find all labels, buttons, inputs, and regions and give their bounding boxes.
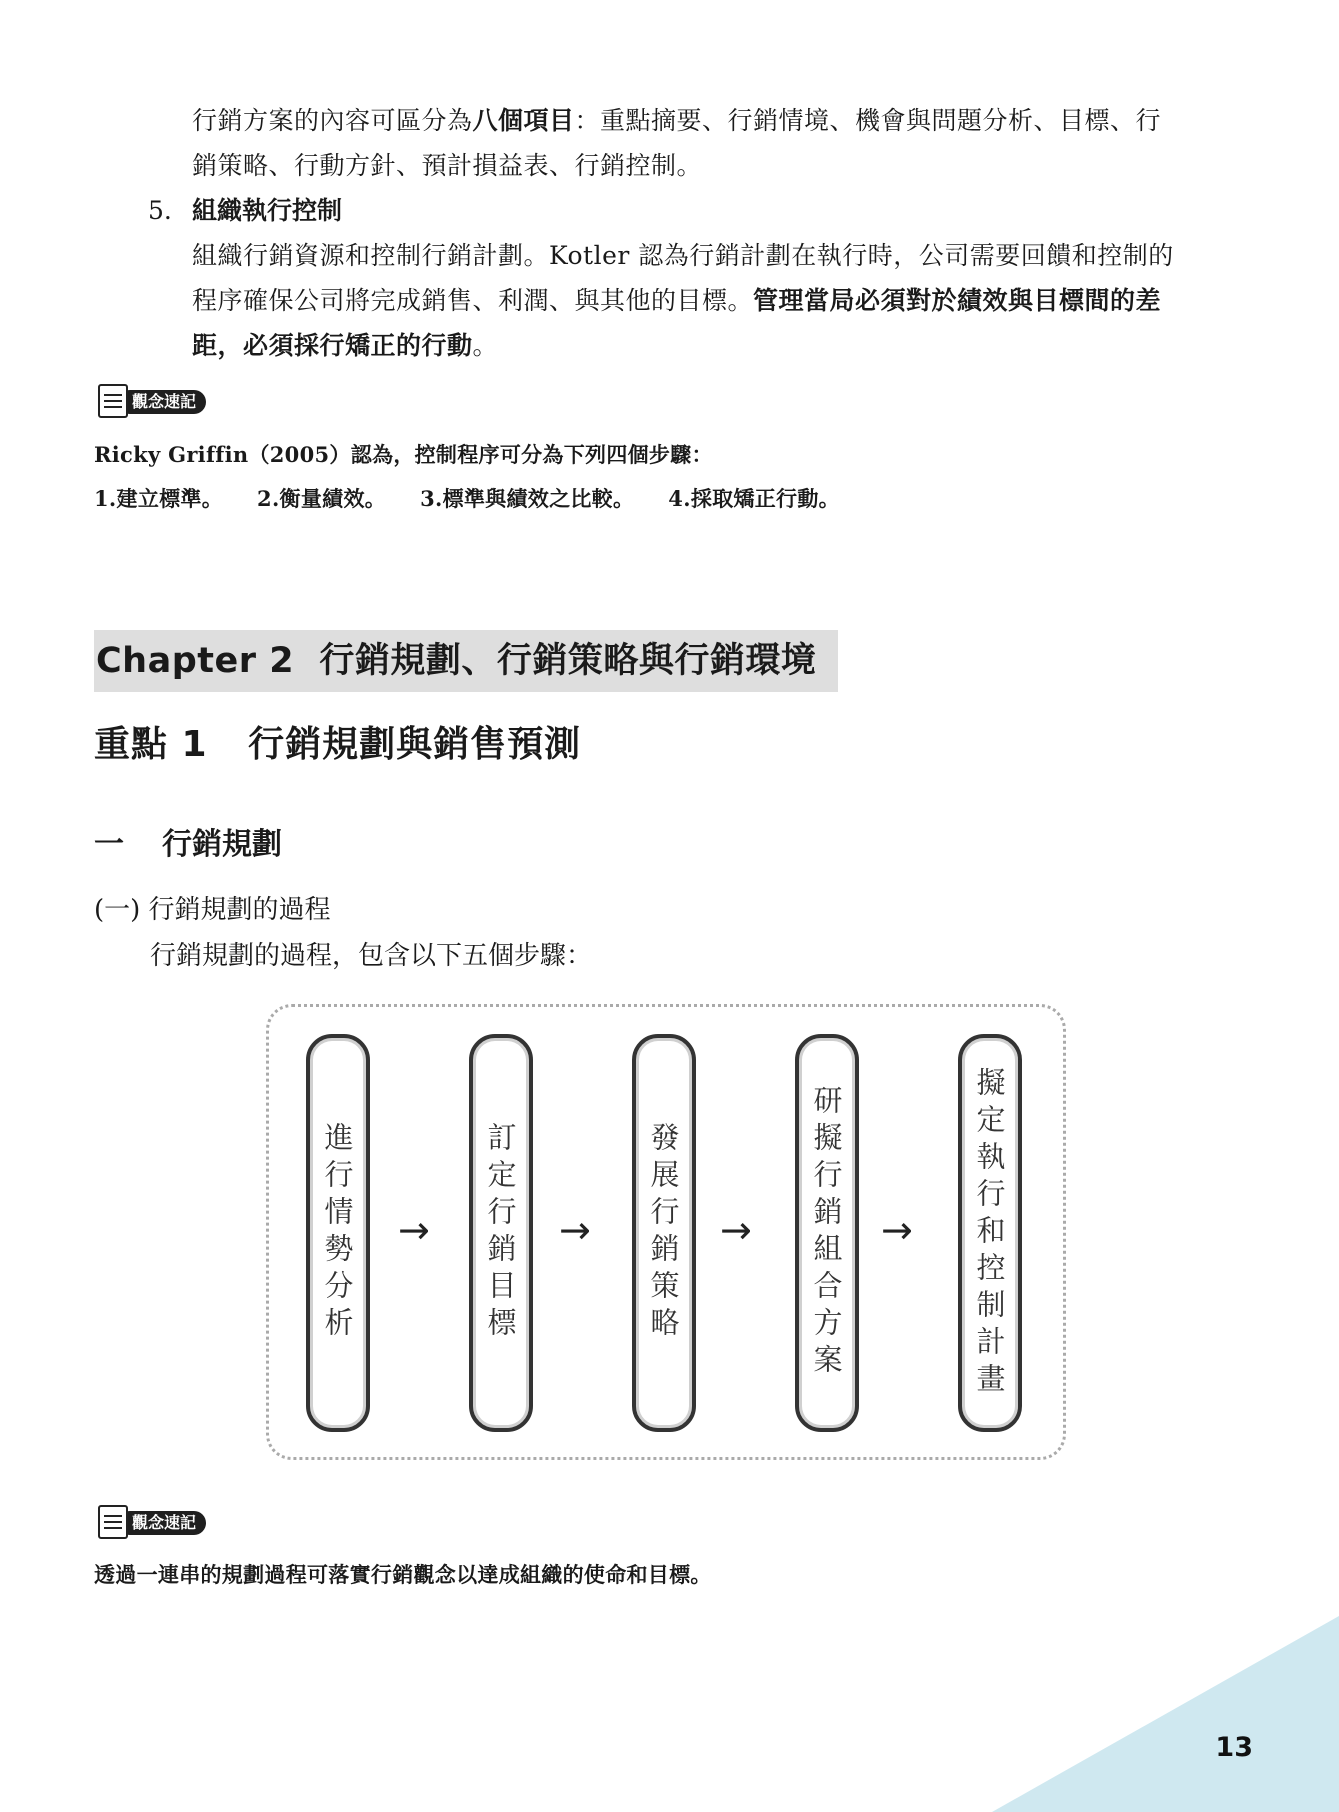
flow-step: 進行情勢分析 <box>306 1034 370 1432</box>
note-step: 3.標準與績效之比較。 <box>420 486 635 511</box>
chapter-title: Chapter 2 行銷規劃、行銷策略與行銷環境 <box>96 641 817 681</box>
focus-title: 重點 1 行銷規劃與銷售預測 <box>94 724 582 765</box>
item-number: 5. <box>148 196 172 225</box>
flow-step: 研擬行銷組合方案 <box>795 1034 859 1432</box>
note-step: 4.採取矯正行動。 <box>668 486 840 511</box>
page-number: 13 <box>1215 1732 1253 1763</box>
section-title: 一 行銷規劃 <box>94 827 282 862</box>
item-line-3: 距，必須採行矯正的行動。 <box>192 331 499 360</box>
item-line-1: 組織行銷資源和控制行銷計劃。Kotler 認為行銷計劃在執行時，公司需要回饋和控制的 <box>192 241 1174 270</box>
concept-note-badge <box>96 384 226 418</box>
intro-line-2: 銷策略、行動方針、預計損益表、行銷控制。 <box>192 151 703 180</box>
flow-step: 訂定行銷目標 <box>469 1034 533 1432</box>
badge-label: 觀念速記 <box>118 1511 206 1535</box>
arrow-right-icon: → <box>398 1208 430 1252</box>
subsection-title: (一) 行銷規劃的過程 <box>94 895 331 925</box>
arrow-right-icon: → <box>559 1208 591 1252</box>
arrow-right-icon: → <box>881 1208 913 1252</box>
arrow-right-icon: → <box>720 1208 752 1252</box>
flow-step: 擬定執行和控制計畫 <box>958 1034 1022 1432</box>
concept-note-badge <box>96 1505 226 1539</box>
badge-label: 觀念速記 <box>118 390 206 414</box>
document-icon <box>98 384 128 418</box>
note-steps <box>94 484 874 514</box>
document-icon <box>98 1505 128 1539</box>
flow-step: 發展行銷策略 <box>632 1034 696 1432</box>
intro-line-1: 行銷方案的內容可區分為八個項目：重點摘要、行銷情境、機會與問題分析、目標、行 <box>192 106 1162 135</box>
note-step: 2.衡量績效。 <box>257 486 387 511</box>
subsection-body: 行銷規劃的過程，包含以下五個步驟： <box>150 941 593 971</box>
intro-bold: 八個項目 <box>472 106 575 135</box>
item-title: 組織執行控制 <box>192 196 343 225</box>
note-step: 1.建立標準。 <box>94 486 224 511</box>
note-text: 透過一連串的規劃過程可落實行銷觀念以達成組織的使命和目標。 <box>94 1562 712 1587</box>
item-line-2: 程序確保公司將完成銷售、利潤、與其他的目標。管理當局必須對於績效與目標間的差 <box>192 286 1162 315</box>
note-line-1: Ricky Griffin（2005）認為，控制程序可分為下列四個步驟： <box>94 442 713 467</box>
